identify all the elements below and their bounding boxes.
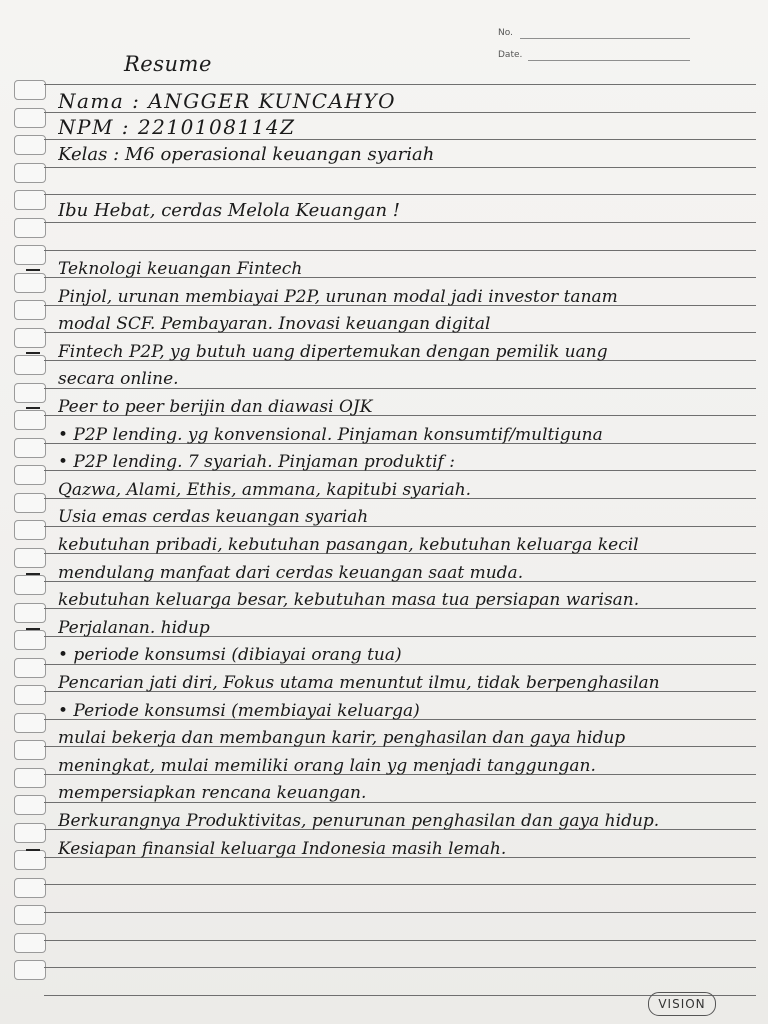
- binder-ring: [14, 823, 46, 843]
- binder-ring: [14, 768, 46, 788]
- vision-brand-logo: VISION: [648, 992, 716, 1016]
- binder-ring: [14, 300, 46, 320]
- binder-ring: [14, 493, 46, 513]
- ruled-line: [44, 194, 756, 195]
- name-line: Nama : ANGGER KUNCAHYO: [58, 89, 397, 113]
- note-line: Fintech P2P, yg butuh uang dipertemukan dengan pemilik uang: [58, 341, 608, 362]
- note-line: Usia emas cerdas keuangan syariah: [58, 507, 369, 528]
- note-line: mulai bekerja dan membangun karir, penghasilan dan gaya hidup: [58, 728, 626, 749]
- binder-ring: [14, 685, 46, 705]
- binder-ring: [14, 465, 46, 485]
- note-line: Berkurangnya Produktivitas, penurunan penghasilan dan gaya hidup.: [58, 811, 660, 831]
- margin-dash-mark: [26, 269, 40, 271]
- binder-ring: [14, 740, 46, 760]
- binder-ring: [14, 383, 46, 403]
- note-line: secara online.: [58, 369, 179, 390]
- note-line: Perjalanan. hidup: [58, 617, 210, 638]
- margin-dash-mark: [26, 352, 40, 354]
- binder-ring: [14, 410, 46, 430]
- binder-ring: [14, 135, 46, 155]
- note-line: • periode konsumsi (dibiayai orang tua): [58, 645, 402, 666]
- note-line: modal SCF. Pembayaran. Inovasi keuangan digital: [58, 314, 491, 335]
- note-line: Qazwa, Alami, Ethis, ammana, kapitubi syariah.: [58, 479, 472, 500]
- binder-ring: [14, 80, 46, 100]
- ruled-line: [44, 884, 756, 885]
- binder-ring: [14, 218, 46, 238]
- binder-ring: [14, 245, 46, 265]
- binder-ring: [14, 520, 46, 540]
- binder-ring: [14, 960, 46, 980]
- binder-ring: [14, 190, 46, 210]
- no-field-line: [520, 38, 690, 39]
- ruled-line: [44, 250, 756, 251]
- binder-ring: [14, 933, 46, 953]
- page-title: Resume: [124, 52, 212, 76]
- binder-ring: [14, 603, 46, 623]
- binder-ring: [14, 905, 46, 925]
- binder-rings: [8, 80, 48, 980]
- binder-ring: [14, 713, 46, 733]
- binder-ring: [14, 850, 46, 870]
- note-line: Kesiapan finansial keluarga Indonesia masih lemah.: [58, 838, 507, 859]
- binder-ring: [14, 438, 46, 458]
- npm-line: NPM : 2210108114Z: [58, 115, 296, 139]
- note-line: Peer to peer berijin dan diawasi OJK: [58, 397, 373, 417]
- margin-dash-mark: [26, 573, 40, 575]
- ruled-line: [44, 967, 756, 968]
- binder-ring: [14, 328, 46, 348]
- ruled-line: [44, 940, 756, 941]
- note-line: mendulang manfaat dari cerdas keuangan saat muda.: [58, 562, 524, 583]
- note-line: kebutuhan pribadi, kebutuhan pasangan, kebutuhan keluarga kecil: [58, 535, 639, 555]
- note-line: mempersiapkan rencana keuangan.: [58, 783, 367, 804]
- note-line: meningkat, mulai memiliki orang lain yg menjadi tanggungan.: [58, 755, 596, 776]
- ruled-line: [44, 84, 756, 85]
- binder-ring: [14, 878, 46, 898]
- note-line: Teknologi keuangan Fintech: [58, 259, 303, 279]
- date-label: Date.: [498, 50, 523, 60]
- note-line: • P2P lending. 7 syariah. Pinjaman produktif :: [58, 452, 455, 473]
- note-line: • P2P lending. yg konvensional. Pinjaman konsumtif/multiguna: [58, 424, 603, 445]
- no-label: No.: [498, 28, 513, 38]
- motto-line: Ibu Hebat, cerdas Melola Keuangan !: [58, 200, 400, 221]
- note-line: Pencarian jati diri, Fokus utama menuntut ilmu, tidak berpenghasilan: [58, 673, 660, 693]
- binder-ring: [14, 108, 46, 128]
- note-line: kebutuhan keluarga besar, kebutuhan masa tua persiapan warisan.: [58, 590, 640, 611]
- ruled-line: [44, 912, 756, 913]
- binder-ring: [14, 795, 46, 815]
- binder-ring: [14, 548, 46, 568]
- note-line: Pinjol, urunan membiayai P2P, urunan modal jadi investor tanam: [58, 286, 618, 307]
- binder-ring: [14, 658, 46, 678]
- margin-dash-mark: [26, 628, 40, 630]
- margin-dash-mark: [26, 407, 40, 409]
- binder-ring: [14, 273, 46, 293]
- binder-ring: [14, 355, 46, 375]
- binder-ring: [14, 163, 46, 183]
- note-line: • Periode konsumsi (membiayai keluarga): [58, 700, 420, 721]
- binder-ring: [14, 575, 46, 595]
- binder-ring: [14, 630, 46, 650]
- margin-dash-mark: [26, 849, 40, 851]
- date-field-line: [528, 60, 690, 61]
- class-line: Kelas : M6 operasional keuangan syariah: [58, 144, 435, 165]
